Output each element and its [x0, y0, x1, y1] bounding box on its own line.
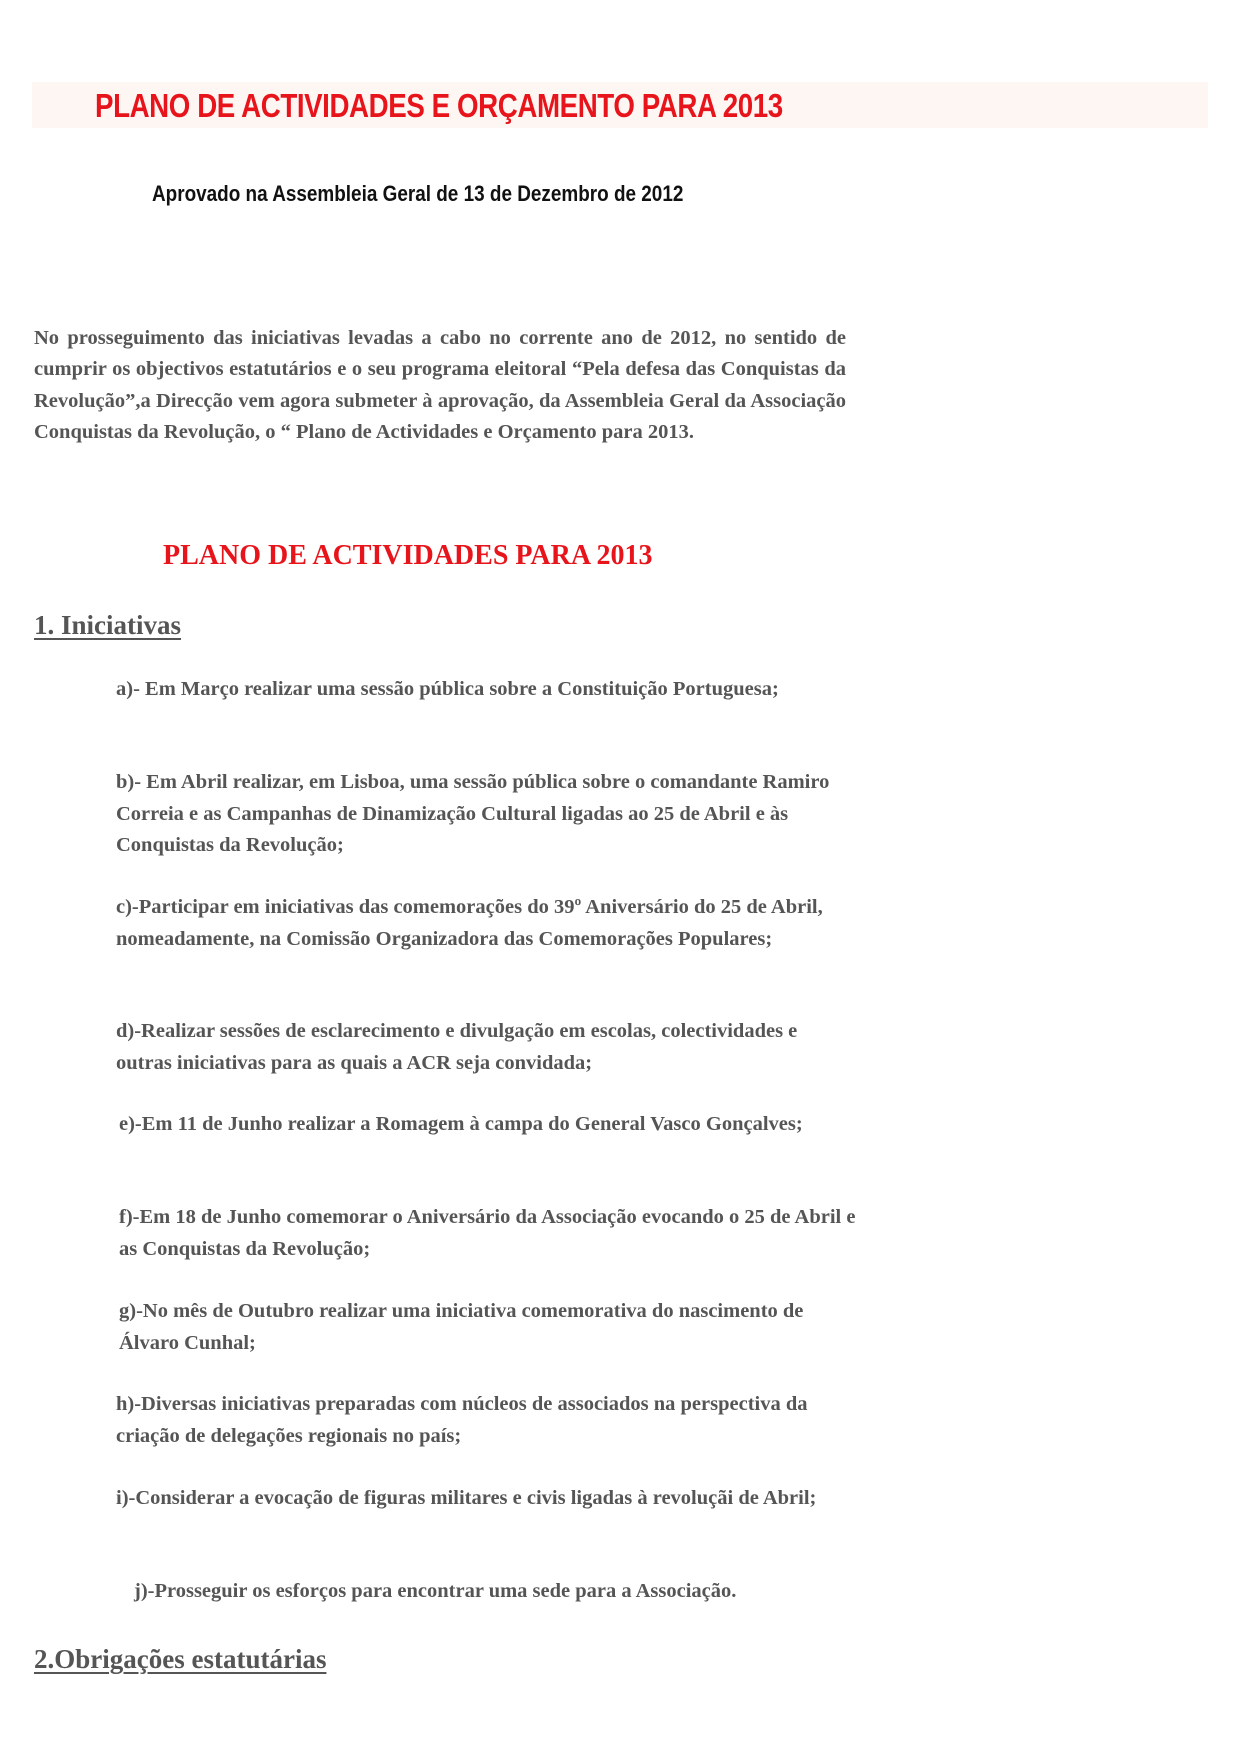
list-item: b)- Em Abril realizar, em Lisboa, uma sessão pública sobre o comandante Ramiro Correia e as Campanhas de Dinamização Cultural ligadas ao 25 de Abril e às Conquistas da Revolução;	[116, 771, 830, 856]
document-title: PLANO DE ACTIVIDADES E ORÇAMENTO PARA 2013	[95, 87, 783, 124]
list-item: i)-Considerar a evocação de figuras militares e civis ligadas à revoluçãi de Abril;	[116, 1487, 817, 1509]
list-item: f)-Em 18 de Junho comemorar o Aniversário da Associação evocando o 25 de Abril e as Conquistas da Revolução;	[119, 1206, 856, 1260]
list-item: h)-Diversas iniciativas preparadas com núcleos de associados na perspectiva da criação de delegações regionais no país;	[116, 1393, 808, 1447]
activities-plan-title: PLANO DE ACTIVIDADES PARA 2013	[163, 540, 653, 571]
approval-subtitle: Aprovado na Assembleia Geral de 13 de Dezembro de 2012	[152, 181, 684, 206]
section-heading-obrigacoes: 2.Obrigações estatutárias	[34, 1644, 327, 1674]
list-item: a)- Em Março realizar uma sessão pública sobre a Constituição Portuguesa;	[116, 678, 779, 700]
list-item: c)-Participar em iniciativas das comemorações do 39º Aniversário do 25 de Abril, nomeadamente, na Comissão Organizadora das Comemorações Populares;	[116, 896, 823, 950]
section-heading-iniciativas: 1. Iniciativas	[34, 610, 182, 640]
list-item: e)-Em 11 de Junho realizar a Romagem à campa do General Vasco Gonçalves;	[119, 1113, 803, 1135]
list-item: d)-Realizar sessões de esclarecimento e divulgação em escolas, colectividades e outras iniciativas para as quais a ACR seja convidada;	[116, 1020, 798, 1074]
list-item: j)-Prosseguir os esforços para encontrar uma sede para a Associação.	[134, 1580, 737, 1602]
intro-paragraph: No prosseguimento das iniciativas levadas a cabo no corrente ano de 2012, no sentido de cumprir os objectivos estatutários e o seu programa eleitoral “Pela defesa das Conquistas da Revolução”,a Direcção vem agora submeter à aprovação, da Assembleia Geral da Associação Conquistas da Revolução, o “ Plano de Actividades e Orçamento para 2013.	[34, 327, 846, 444]
list-item: g)-No mês de Outubro realizar uma iniciativa comemorativa do nascimento de Álvaro Cunhal;	[119, 1300, 804, 1354]
